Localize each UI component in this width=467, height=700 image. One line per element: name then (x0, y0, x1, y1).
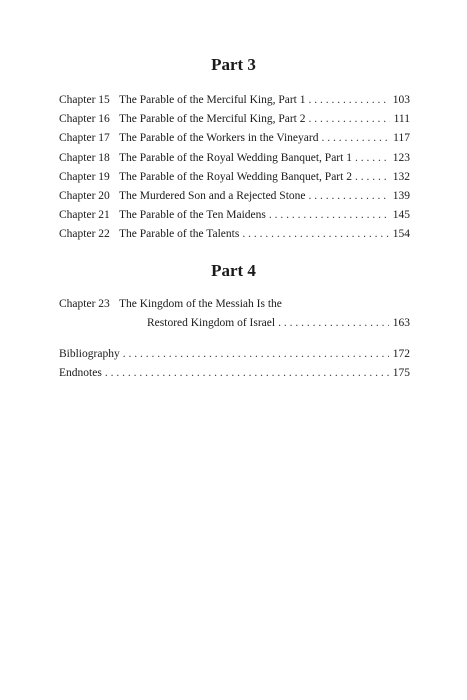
toc-entry[interactable] (59, 110, 410, 129)
chapter-number: Chapter 22 (59, 228, 110, 241)
chapter-number: Chapter 23 (59, 298, 110, 310)
page-number: 132 (392, 170, 410, 183)
chapter-title: The Parable of the Merciful King, Part 2 (119, 113, 306, 126)
page-number: 139 (392, 189, 410, 202)
dot-leader (242, 225, 388, 244)
toc-entry-bibliography[interactable] (59, 345, 410, 364)
chapter-number: Chapter 16 (59, 113, 110, 126)
toc-entry[interactable] (59, 168, 410, 187)
page-number: 111 (393, 113, 410, 126)
page-number: 117 (393, 132, 410, 145)
chapter-number: Chapter 17 (59, 132, 110, 145)
dot-leader (309, 110, 390, 129)
part-3-heading: Part 3 (211, 55, 256, 74)
toc-entry-line-2[interactable] (59, 314, 410, 333)
chapter-number: Chapter 19 (59, 170, 110, 183)
back-matter-entries (59, 345, 410, 383)
page-number: 123 (392, 151, 410, 164)
chapter-title: The Parable of the Royal Wedding Banquet, Part 1 (119, 151, 352, 164)
toc-entry-line-1[interactable] (59, 295, 410, 314)
page-number: 145 (392, 209, 410, 222)
dot-leader (105, 364, 389, 383)
chapter-title: The Parable of the Merciful King, Part 1 (119, 94, 306, 106)
dot-leader (355, 149, 389, 168)
chapter-number: Chapter 21 (59, 209, 110, 222)
chapter-title: The Murdered Son and a Rejected Stone (119, 189, 306, 202)
page-number: 172 (392, 348, 410, 360)
dot-leader (309, 187, 389, 206)
toc-entry[interactable] (59, 149, 410, 168)
chapter-number: Chapter 18 (59, 151, 110, 164)
dot-leader (355, 168, 389, 187)
chapter-title: The Parable of the Talents (119, 228, 240, 241)
toc-entry[interactable] (59, 206, 410, 225)
toc-entry[interactable] (59, 225, 410, 244)
dot-leader (123, 345, 389, 364)
page-number: 163 (392, 317, 410, 330)
dot-leader (309, 91, 389, 110)
dot-leader (269, 206, 389, 225)
toc-entry[interactable] (59, 129, 410, 148)
chapter-title: The Parable of the Workers in the Vineyard (119, 132, 319, 145)
toc-entry[interactable] (59, 91, 410, 110)
part-4-entries (59, 295, 410, 333)
chapter-title: The Parable of the Royal Wedding Banquet, Part 2 (119, 170, 352, 183)
chapter-number: Chapter 15 (59, 94, 110, 106)
entry-title: Endnotes (59, 367, 102, 380)
toc-entry[interactable] (59, 187, 410, 206)
page-number: 175 (392, 367, 410, 380)
chapter-title-line-1: The Kingdom of the Messiah Is the (119, 298, 282, 310)
entry-title: Bibliography (59, 348, 120, 360)
part-3-entries (59, 91, 410, 245)
toc-entry-endnotes[interactable] (59, 364, 410, 383)
chapter-title: The Parable of the Ten Maidens (119, 209, 266, 222)
page-number: 103 (392, 94, 410, 106)
dot-leader (278, 314, 389, 333)
part-4-heading: Part 4 (211, 261, 256, 280)
dot-leader (321, 129, 389, 148)
page-number: 154 (392, 228, 410, 241)
chapter-title-line-2: Restored Kingdom of Israel (147, 317, 276, 330)
chapter-number: Chapter 20 (59, 189, 110, 202)
